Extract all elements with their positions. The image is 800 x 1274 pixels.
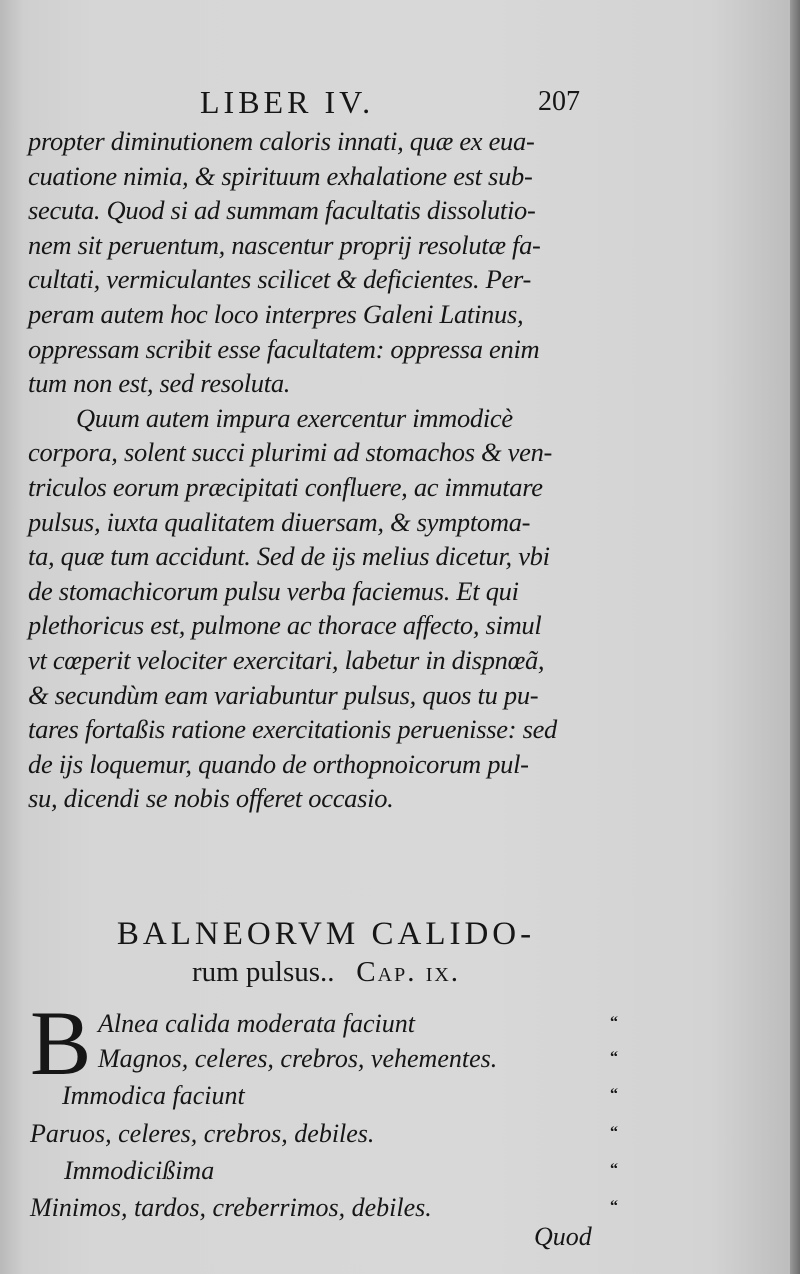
- chapter-title: BALNEORVM CALIDO-: [116, 916, 536, 952]
- page-number: 207: [538, 86, 580, 117]
- quotation-mark: “: [610, 1198, 618, 1215]
- verse-line: Magnos, celeres, crebros, vehementes.: [98, 1044, 498, 1073]
- text-line: tum non est, sed resoluta.: [28, 368, 291, 399]
- chapter-title-continuation: rum pulsus..: [191, 956, 335, 988]
- body-paragraphs: [28, 124, 603, 816]
- chapter-heading: [46, 914, 606, 990]
- verse-line: Alnea calida moderata faciunt: [98, 1009, 416, 1038]
- text-line: pulsus, iuxta qualitatem diuersam, & symptoma-: [28, 506, 531, 537]
- text-line: ta, quæ tum accidunt. Sed de ijs melius dicetur, vbi: [28, 541, 550, 572]
- text-line: propter diminutionem caloris innati, quæ ex eua-: [28, 126, 535, 156]
- text-line: peram autem hoc loco interpres Galeni Latinus,: [28, 298, 524, 329]
- text-line: tares fortaßis ratione exercitationis peruenisse: sed: [28, 714, 557, 745]
- text-line: Quum autem impura exercentur immodicè: [76, 402, 513, 433]
- chapter-subtitle: [46, 954, 606, 990]
- text-line: su, dicendi se nobis offeret occasio.: [28, 783, 394, 814]
- text-line: de stomachicorum pulsu verba faciemus. Et qui: [28, 575, 519, 606]
- text-line: corpora, solent succi plurimi ad stomachos & ven-: [28, 437, 553, 468]
- verse-line: Immodica faciunt: [62, 1081, 245, 1110]
- quotation-mark: “: [610, 1161, 618, 1178]
- drop-cap: B: [30, 992, 92, 1094]
- text-line: oppressam scribit esse facultatem: oppressa enim: [28, 333, 540, 364]
- text-line: nem sit peruentum, nascentur proprij resolutæ fa-: [28, 229, 541, 260]
- chapter-number: Cap. ix.: [356, 956, 461, 988]
- quotation-mark: “: [610, 1049, 618, 1066]
- page-edge: [790, 0, 800, 1274]
- verse-line: Minimos, tardos, creberrimos, debiles.: [30, 1193, 432, 1222]
- quotation-mark: “: [610, 1014, 618, 1031]
- quotation-mark: “: [610, 1124, 618, 1141]
- text-line: cuatione nimia, & spirituum exhalatione est sub-: [28, 160, 533, 191]
- text-line: secuta. Quod si ad summam facultatis dissolutio-: [28, 195, 536, 226]
- verse-line: Immodicißima: [64, 1156, 215, 1185]
- text-line: triculos eorum præcipitati confluere, ac immutare: [28, 471, 543, 502]
- quotation-mark: “: [610, 1086, 618, 1103]
- running-head: LIBER IV.: [200, 84, 375, 120]
- verse-line: Paruos, celeres, crebros, debiles.: [30, 1119, 375, 1148]
- page-header: [200, 84, 600, 124]
- text-line: cultati, vermiculantes scilicet & deficientes. Per-: [28, 264, 531, 295]
- text-line: de ijs loquemur, quando de orthopnoicorum pul-: [28, 748, 529, 779]
- text-line: vt cœperit velociter exercitari, labetur in dispnœã,: [28, 644, 545, 675]
- text-line: & secundùm eam variabuntur pulsus, quos tu pu-: [28, 679, 539, 710]
- text-line: plethoricus est, pulmone ac thorace affecto, simul: [28, 610, 542, 641]
- catchword: Quod: [534, 1222, 592, 1251]
